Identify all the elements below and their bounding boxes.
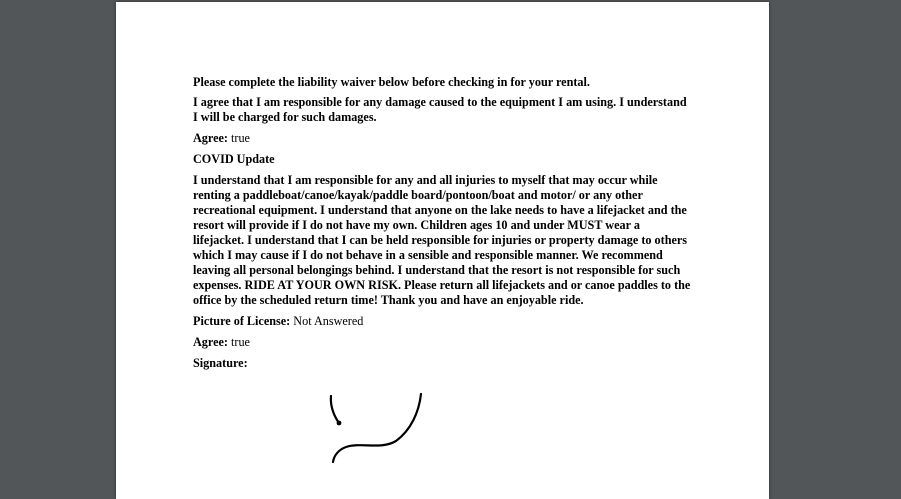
- signature-stroke-left: [331, 396, 339, 423]
- signature-dot: [337, 421, 342, 426]
- agree-label-1: Agree:: [193, 131, 228, 145]
- agree-field-1: [193, 131, 693, 146]
- license-field: [193, 314, 693, 329]
- agree-field-2: [193, 335, 693, 350]
- agree-label-2: Agree:: [193, 335, 228, 349]
- covid-heading: COVID Update: [193, 152, 275, 166]
- license-label: Picture of License:: [193, 314, 291, 328]
- agree-value-2: true: [231, 335, 250, 349]
- signature-field: [193, 356, 693, 371]
- signature-stroke-right: [333, 394, 421, 462]
- agree-value-1: true: [231, 131, 250, 145]
- license-value: Not Answered: [293, 314, 364, 328]
- waiver-content: [193, 75, 693, 377]
- signature-image: [326, 392, 426, 464]
- injury-clause: I understand that I am responsible for any and all injuries to myself that may occur while renting a paddleboat/canoe/kayak/paddle board/pontoon/boat and motor/ or any other recreational equipment. I understand that anyone on the lake needs to have a lifejacket and the resort will provide if I do not have my own. Children ages 10 and under MUST wear a lifejacket. I understand that I can be held responsible for injuries or property damage to others which I may cause if I do not behave in a sensible and responsible manner. We recommend leaving all personal belongings behind. I understand that the resort is not responsible for such expenses. RIDE AT YOUR OWN RISK. Please return all lifejackets and or canoe paddles to the office by the scheduled return time! Thank you and have an enjoyable ride.: [193, 173, 691, 307]
- intro-text: Please complete the liability waiver below before checking in for your rental.: [193, 75, 590, 89]
- signature-label: Signature:: [193, 356, 248, 370]
- document-page: [116, 2, 769, 499]
- damage-clause: I agree that I am responsible for any damage caused to the equipment I am using. I understand I will be charged for such damages.: [193, 95, 687, 124]
